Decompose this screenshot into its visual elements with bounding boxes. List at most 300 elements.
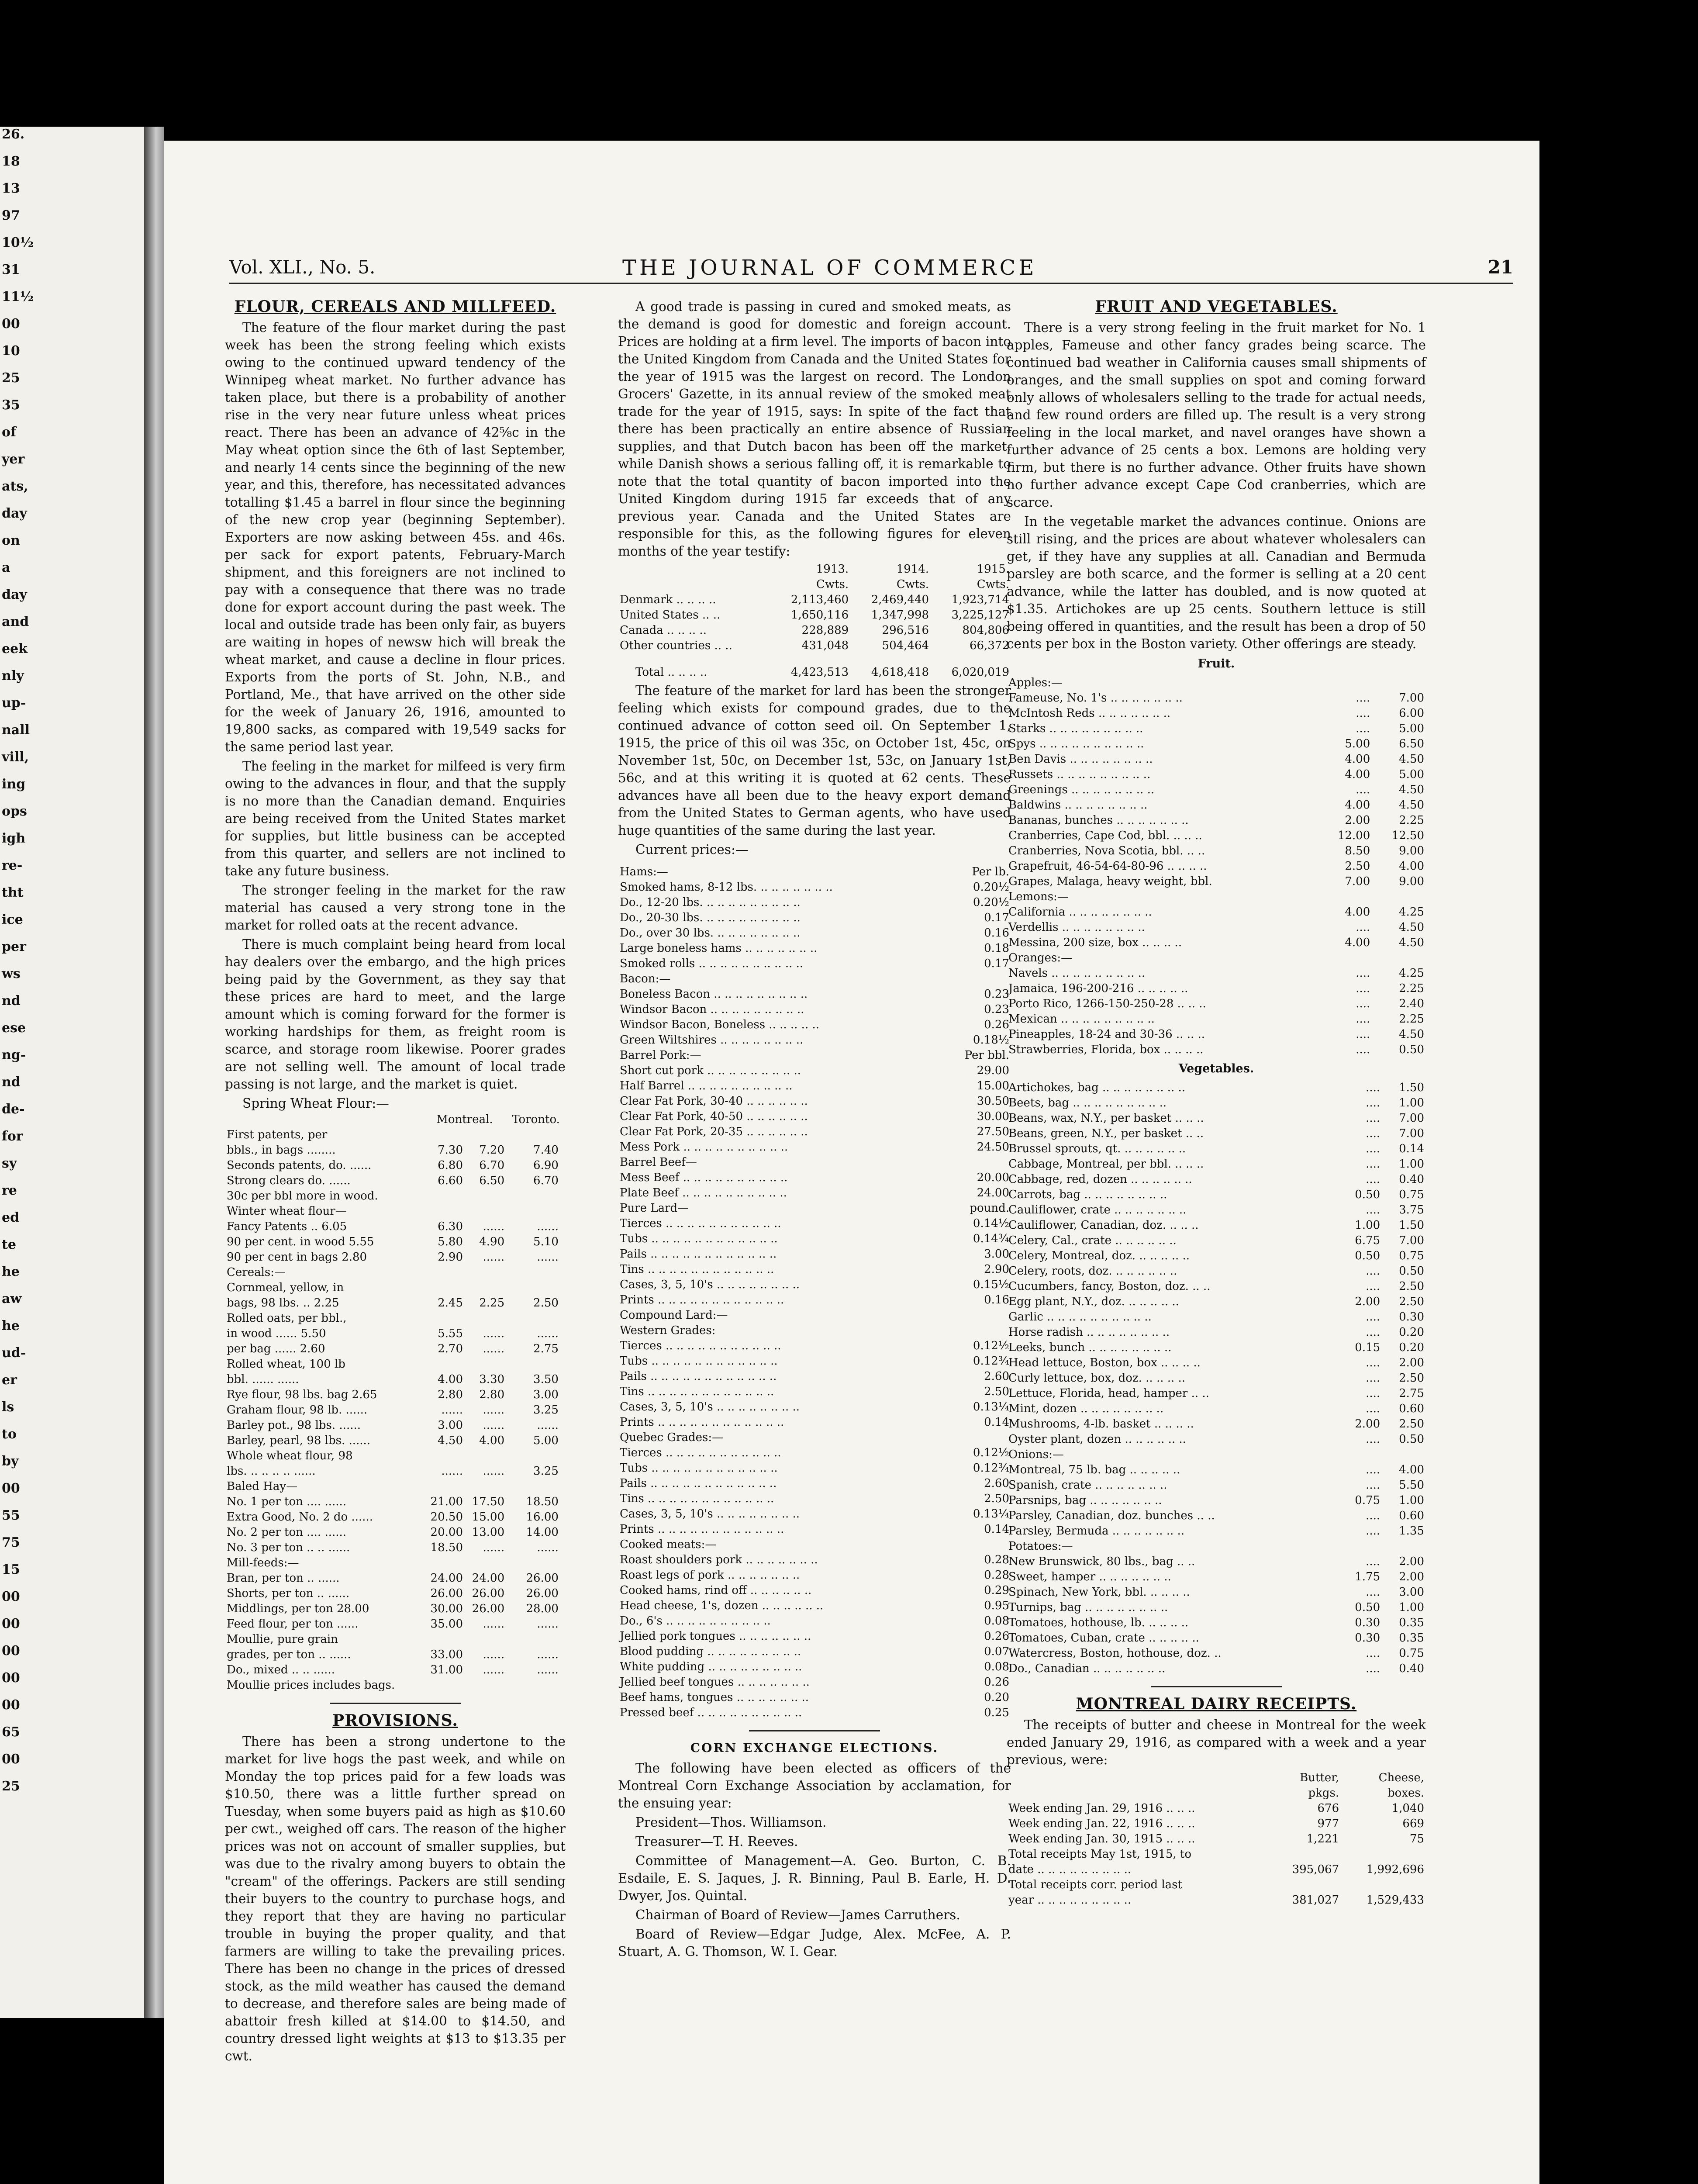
vegetable-price-row-cell: .... bbox=[1366, 1096, 1380, 1109]
vegetable-price-row bbox=[1007, 1279, 1426, 1294]
flour-row-cell bbox=[423, 1632, 465, 1647]
flour-row-cell bbox=[560, 1204, 566, 1219]
flour-row-cell: ...... bbox=[537, 1251, 559, 1264]
flour-row-cell bbox=[506, 1632, 560, 1647]
provision-price-row bbox=[618, 1017, 1011, 1033]
flour-row-cell bbox=[506, 1678, 560, 1693]
provision-price-row-cell: 0.17 bbox=[984, 957, 1009, 970]
flour-row-cell bbox=[423, 1311, 465, 1326]
flour-row-cell bbox=[560, 1143, 566, 1158]
dairy-row-cell: Total receipts May 1st, 1915, to bbox=[1008, 1848, 1192, 1861]
bacon-unit: Cwts. bbox=[896, 578, 929, 591]
column-flour bbox=[225, 298, 566, 2067]
provision-price-row-cell bbox=[939, 1155, 1011, 1170]
flour-row-cell: ...... bbox=[537, 1541, 559, 1554]
provision-price-row-cell: 3.00 bbox=[984, 1248, 1009, 1261]
vegetable-price-row bbox=[1007, 1095, 1426, 1111]
flour-row-cell bbox=[560, 1510, 566, 1525]
flour-row-cell: 26.00 bbox=[526, 1587, 559, 1600]
left-page-line: 00 bbox=[2, 1670, 20, 1686]
provision-price-row-cell: 0.28 bbox=[984, 1553, 1009, 1566]
flour-row-cell bbox=[560, 1479, 566, 1494]
fruit-price-row bbox=[1007, 675, 1426, 691]
flour-row-cell: Bran, per ton .. ...... bbox=[227, 1572, 340, 1585]
flour-row-cell: 4.00 bbox=[438, 1373, 463, 1386]
vegetable-price-row bbox=[1007, 1111, 1426, 1126]
dairy-row-cell: 669 bbox=[1402, 1817, 1424, 1830]
left-page-line: tht bbox=[2, 885, 24, 900]
fruit-price-row bbox=[1007, 721, 1426, 736]
provision-price-row-cell: Mess Pork .. .. .. .. .. .. .. .. .. .. bbox=[620, 1140, 788, 1154]
provision-price-row-cell: Hams:— bbox=[620, 865, 668, 878]
flour-row-cell: 6.80 bbox=[438, 1159, 463, 1172]
left-page-line: 97 bbox=[2, 208, 20, 223]
flour-row-cell bbox=[560, 1571, 566, 1586]
dairy-row-cell: date .. .. .. .. .. .. .. .. .. bbox=[1008, 1863, 1132, 1876]
fruit-price-row-cell: 2.25 bbox=[1399, 814, 1424, 827]
fruit-price-row-cell: 4.50 bbox=[1399, 798, 1424, 812]
provision-price-row bbox=[618, 1445, 1011, 1461]
left-page-line: he bbox=[2, 1318, 20, 1334]
dairy-row-cell: year .. .. .. .. .. .. .. .. .. bbox=[1008, 1894, 1132, 1907]
vegetable-price-row-cell: 0.30 bbox=[1399, 1310, 1424, 1324]
bacon-row-cell: United States .. .. bbox=[620, 608, 721, 622]
provision-price-row-cell: 0.17 bbox=[984, 911, 1009, 924]
vegetable-price-row-cell: 2.00 bbox=[1355, 1295, 1380, 1308]
flour-row bbox=[225, 1387, 566, 1403]
flour-row bbox=[225, 1479, 566, 1494]
left-page-line: 00 bbox=[2, 1481, 20, 1496]
flour-row-cell bbox=[465, 1357, 506, 1372]
left-page-line: 00 bbox=[2, 1616, 20, 1631]
fruit-heading: FRUIT AND VEGETABLES. bbox=[1095, 297, 1338, 316]
flour-row bbox=[225, 1632, 566, 1647]
flour-row-cell bbox=[560, 1540, 566, 1555]
fruit-price-row-cell: California .. .. .. .. .. .. .. .. bbox=[1008, 905, 1152, 919]
bacon-total-row: Total .. .. .. .. 4,423,513 4,618,418 6,020,019 bbox=[635, 666, 1009, 679]
flour-row-cell: 6.70 bbox=[479, 1159, 505, 1172]
flour-row-cell: ...... bbox=[483, 1617, 505, 1631]
left-page-line: 00 bbox=[2, 1643, 20, 1659]
vegetable-price-row-cell: Cucumbers, fancy, Boston, doz. .. .. bbox=[1008, 1280, 1211, 1293]
vegetable-price-row-cell: Leeks, bunch .. .. .. .. .. .. .. .. bbox=[1008, 1341, 1172, 1354]
provision-price-row-cell: Clear Fat Pork, 30-40 .. .. .. .. .. .. bbox=[620, 1095, 808, 1108]
vegetable-price-row-cell bbox=[1382, 1539, 1426, 1554]
provision-price-row-cell: Tins .. .. .. .. .. .. .. .. .. .. .. .. bbox=[620, 1385, 774, 1398]
vegetable-price-row-cell: Onions:— bbox=[1008, 1448, 1064, 1461]
fruit-price-row-cell: 4.25 bbox=[1399, 905, 1424, 919]
provision-price-row-cell: 29.00 bbox=[977, 1064, 1009, 1077]
fruit-price-row-cell: 2.00 bbox=[1345, 814, 1370, 827]
fruit-price-row bbox=[1007, 981, 1426, 996]
flour-row-cell bbox=[423, 1555, 465, 1571]
fruit-price-row-cell: Lemons:— bbox=[1008, 890, 1069, 903]
flour-row-cell bbox=[506, 1555, 560, 1571]
vegetable-price-row-cell: Lettuce, Florida, head, hamper .. .. bbox=[1008, 1387, 1209, 1400]
left-page-line: 00 bbox=[2, 1697, 20, 1713]
vegetable-price-row-cell: Brussel sprouts, qt. .. .. .. .. .. .. bbox=[1008, 1142, 1186, 1155]
provision-price-row bbox=[618, 1078, 1011, 1094]
bacon-unit: Cwts. bbox=[816, 578, 849, 591]
fruit-price-row-cell: .... bbox=[1356, 1043, 1370, 1056]
vegetable-price-row-cell: 1.75 bbox=[1355, 1570, 1380, 1583]
left-page-line: 11½ bbox=[2, 289, 34, 304]
flour-row-cell bbox=[560, 1632, 566, 1647]
flour-row-cell: ...... bbox=[483, 1251, 505, 1264]
fruit-price-row bbox=[1007, 920, 1426, 935]
dairy-row-cell: 75 bbox=[1409, 1832, 1424, 1845]
provision-price-row-cell: Half Barrel .. .. .. .. .. .. .. .. .. .. bbox=[620, 1079, 793, 1092]
left-page-line: and bbox=[2, 614, 29, 629]
flour-row-cell: Rye flour, 98 lbs. bag 2.65 bbox=[227, 1388, 377, 1401]
provision-price-row-cell: 0.26 bbox=[984, 1018, 1009, 1031]
dairy-row-cell: Week ending Jan. 30, 1915 .. .. .. bbox=[1008, 1832, 1195, 1845]
provision-price-row-cell: 0.26 bbox=[984, 1630, 1009, 1643]
flour-row-cell bbox=[506, 1357, 560, 1372]
flour-row-cell: 33.00 bbox=[430, 1648, 463, 1661]
provision-price-row-cell: Tubs .. .. .. .. .. .. .. .. .. .. .. .. bbox=[620, 1355, 778, 1368]
fruit-price-row-cell: 4.00 bbox=[1345, 798, 1370, 812]
provision-price-row-cell: 0.18 bbox=[984, 942, 1009, 955]
left-page-line: ing bbox=[2, 777, 26, 792]
flour-row-cell bbox=[560, 1387, 566, 1403]
fruit-price-row-cell: Oranges:— bbox=[1008, 951, 1073, 964]
provision-price-row bbox=[618, 1430, 1011, 1445]
flour-row-cell: ...... bbox=[537, 1663, 559, 1676]
vegetable-price-row-cell: 0.50 bbox=[1399, 1433, 1424, 1446]
flour-heading: FLOUR, CEREALS AND MILLFEED. bbox=[234, 297, 556, 316]
fruit-price-row-cell: .... bbox=[1356, 921, 1370, 934]
dairy-row bbox=[1007, 1862, 1426, 1877]
vegetable-price-row-cell bbox=[1338, 1447, 1382, 1462]
vegetable-price-row-cell: Head lettuce, Boston, box .. .. .. .. bbox=[1008, 1356, 1201, 1369]
vegetable-price-row bbox=[1007, 1325, 1426, 1340]
vegetable-price-row-cell: .... bbox=[1366, 1479, 1380, 1492]
vegetable-price-row-cell: Horse radish .. .. .. .. .. .. .. .. bbox=[1008, 1326, 1170, 1339]
fruit-price-row-cell: Baldwins .. .. .. .. .. .. .. .. bbox=[1008, 798, 1148, 812]
flour-row bbox=[225, 1158, 566, 1173]
flour-row-cell bbox=[560, 1647, 566, 1662]
left-page-line: nall bbox=[2, 722, 30, 738]
vegetable-price-row bbox=[1007, 1187, 1426, 1203]
flour-row-cell: ...... bbox=[483, 1648, 505, 1661]
flour-row-cell bbox=[560, 1433, 566, 1448]
flour-row-cell: Winter wheat flour— bbox=[227, 1205, 347, 1218]
left-page-fragment bbox=[0, 127, 147, 2018]
vegetable-price-row-cell: .... bbox=[1366, 1555, 1380, 1568]
flour-row bbox=[225, 1448, 566, 1464]
fruit-price-row-cell: 7.00 bbox=[1399, 691, 1424, 705]
vegetable-price-row bbox=[1007, 1615, 1426, 1631]
flour-row bbox=[225, 1219, 566, 1234]
fruit-price-row-cell: Russets .. .. .. .. .. .. .. .. .. bbox=[1008, 768, 1151, 781]
flour-row-cell bbox=[465, 1678, 506, 1693]
left-page-line: ls bbox=[2, 1400, 14, 1415]
flour-row bbox=[225, 1540, 566, 1555]
flour-row bbox=[225, 1510, 566, 1525]
vegetable-price-row-cell: 0.30 bbox=[1355, 1631, 1380, 1645]
provision-price-row bbox=[618, 1292, 1011, 1308]
bacon-row-cell: 3,225,127 bbox=[951, 608, 1009, 622]
dairy-row-cell: 381,027 bbox=[1292, 1894, 1339, 1907]
vegetable-price-row-cell: 7.00 bbox=[1399, 1234, 1424, 1247]
flour-row-cell bbox=[465, 1280, 506, 1296]
fruit-price-row-cell: McIntosh Reds .. .. .. .. .. .. .. bbox=[1008, 707, 1171, 720]
vegetable-price-row-cell: Parsley, Bermuda .. .. .. .. .. .. .. bbox=[1008, 1524, 1185, 1538]
dairy-row-cell: 1,992,696 bbox=[1366, 1863, 1424, 1876]
dairy-row bbox=[1007, 1877, 1426, 1893]
provision-price-row-cell: 0.20 bbox=[984, 1691, 1009, 1704]
flour-row bbox=[225, 1204, 566, 1219]
bacon-article bbox=[618, 298, 1011, 560]
vegetable-price-row-cell: .... bbox=[1366, 1524, 1380, 1538]
flour-row-cell: No. 3 per ton .. .. ...... bbox=[227, 1541, 350, 1554]
provision-price-row-cell: 0.13¼ bbox=[973, 1507, 1009, 1521]
fruit-price-row-cell: Cranberries, Cape Cod, bbl. .. .. .. bbox=[1008, 829, 1202, 842]
vegetable-price-row bbox=[1007, 1141, 1426, 1157]
vegetable-price-row-cell: 2.00 bbox=[1399, 1555, 1424, 1568]
fruit-price-row-cell bbox=[1372, 950, 1426, 966]
vegetable-price-row-cell: Celery, roots, doz. .. .. .. .. .. .. bbox=[1008, 1265, 1177, 1278]
flour-row-cell bbox=[560, 1127, 566, 1143]
flour-row-cell bbox=[423, 1280, 465, 1296]
provision-price-row-cell: 2.50 bbox=[984, 1492, 1009, 1505]
vegetable-price-row-cell: 1.00 bbox=[1399, 1096, 1424, 1109]
provision-price-row-cell: Windsor Bacon .. .. .. .. .. .. .. .. .. bbox=[620, 1003, 804, 1016]
flour-row-cell: 28.00 bbox=[526, 1602, 559, 1615]
left-page-line: 26. bbox=[2, 127, 25, 142]
bacon-row-cell: 1,650,116 bbox=[790, 608, 849, 622]
vegetable-price-row-cell: 0.50 bbox=[1355, 1249, 1380, 1262]
flour-row-cell bbox=[560, 1494, 566, 1510]
dairy-row-cell bbox=[1341, 1847, 1426, 1862]
flour-row-cell: Graham flour, 98 lb. ...... bbox=[227, 1403, 368, 1417]
provision-price-row-cell: Pure Lard— bbox=[620, 1202, 689, 1215]
vegetable-price-row bbox=[1007, 1264, 1426, 1279]
fruit-price-row-cell bbox=[1318, 950, 1372, 966]
flour-row-cell bbox=[506, 1127, 560, 1143]
provision-price-row-cell: Tubs .. .. .. .. .. .. .. .. .. .. .. .. bbox=[620, 1232, 778, 1245]
fruit-price-row-cell: Apples:— bbox=[1008, 676, 1063, 689]
left-page-line: yer bbox=[2, 452, 25, 467]
fruit-price-row-cell: Pineapples, 18-24 and 30-36 .. .. .. bbox=[1008, 1028, 1205, 1041]
flour-row-cell: ...... bbox=[537, 1419, 559, 1432]
flour-row bbox=[225, 1372, 566, 1387]
vegetable-price-row bbox=[1007, 1340, 1426, 1355]
flour-row-cell bbox=[560, 1173, 566, 1189]
fruit-price-row-cell: Porto Rico, 1266-150-250-28 .. .. .. bbox=[1008, 997, 1206, 1010]
vegetable-price-row bbox=[1007, 1172, 1426, 1187]
provision-price-row bbox=[618, 1476, 1011, 1491]
page-header bbox=[229, 256, 1513, 284]
flour-row-cell: ...... bbox=[483, 1342, 505, 1355]
fruit-price-row-cell: .... bbox=[1356, 783, 1370, 796]
flour-row bbox=[225, 1433, 566, 1448]
corn-exchange-line: Treasurer—T. H. Reeves. bbox=[635, 1834, 798, 1849]
vegetable-price-row-cell: 0.75 bbox=[1399, 1249, 1424, 1262]
left-page-line: nd bbox=[2, 993, 21, 1009]
vegetable-price-row-cell: Cauliflower, crate .. .. .. .. .. .. .. bbox=[1008, 1203, 1187, 1216]
vegetable-price-row-cell: Beans, wax, N.Y., per basket .. .. .. bbox=[1008, 1112, 1204, 1125]
vegetable-price-row-cell: Garlic .. .. .. .. .. .. .. .. .. .. bbox=[1008, 1310, 1152, 1324]
flour-row bbox=[225, 1464, 566, 1479]
left-page-line: up- bbox=[2, 695, 26, 711]
flour-row-cell: ...... bbox=[483, 1541, 505, 1554]
flour-row-cell: bbl. ...... ...... bbox=[227, 1373, 299, 1386]
fruit-price-row bbox=[1007, 905, 1426, 920]
lard-article bbox=[618, 682, 1011, 839]
vegetable-price-row-cell: 6.75 bbox=[1355, 1234, 1380, 1247]
flour-row-cell: 2.25 bbox=[479, 1296, 505, 1310]
provision-price-row bbox=[618, 864, 1011, 880]
vegetable-price-row-cell: Sweet, hamper .. .. .. .. .. .. .. bbox=[1008, 1570, 1171, 1583]
vegetable-price-row-cell: Parsley, Canadian, doz. bunches .. .. bbox=[1008, 1509, 1215, 1522]
bacon-unit: Cwts. bbox=[977, 578, 1009, 591]
vegetable-price-row-cell: Potatoes:— bbox=[1008, 1540, 1073, 1553]
fruit-article bbox=[1007, 319, 1426, 653]
flour-row-cell: 2.90 bbox=[438, 1251, 463, 1264]
provision-price-row-cell: Cases, 3, 5, 10's .. .. .. .. .. .. .. .. bbox=[620, 1507, 800, 1521]
flour-row bbox=[225, 1250, 566, 1265]
vegetable-price-row-cell: .... bbox=[1366, 1662, 1380, 1675]
corn-exchange-heading: CORN EXCHANGE ELECTIONS. bbox=[690, 1741, 939, 1755]
fruit-price-row-cell: 4.00 bbox=[1345, 768, 1370, 781]
left-page-line: de- bbox=[2, 1102, 25, 1117]
flour-row-cell: 6.90 bbox=[533, 1159, 559, 1172]
vegetable-price-row-cell: 2.50 bbox=[1399, 1280, 1424, 1293]
provision-price-row bbox=[618, 1384, 1011, 1400]
fruit-price-row-cell: Strawberries, Florida, box .. .. .. .. bbox=[1008, 1043, 1204, 1056]
provision-price-row-cell: Per bbl. bbox=[964, 1049, 1009, 1062]
provision-price-row-cell: 0.15½ bbox=[973, 1278, 1009, 1291]
provision-price-row bbox=[618, 1659, 1011, 1675]
provision-price-row-cell: Tierces .. .. .. .. .. .. .. .. .. .. .. bbox=[620, 1217, 781, 1230]
flour-row-cell: 7.20 bbox=[479, 1144, 505, 1157]
flour-row-cell: 30c per bbl more in wood. bbox=[227, 1189, 378, 1203]
fruit-price-row-cell: 4.00 bbox=[1345, 936, 1370, 949]
fruit-price-row-cell: Starks .. .. .. .. .. .. .. .. .. bbox=[1008, 722, 1143, 735]
provision-price-row-cell: Jellied beef tongues .. .. .. .. .. .. .. bbox=[620, 1676, 810, 1689]
flour-row-cell: Mill-feeds:— bbox=[227, 1556, 299, 1569]
fruit-price-row bbox=[1007, 828, 1426, 843]
provision-price-row bbox=[618, 1201, 1011, 1216]
bacon-col-1913: 1913. bbox=[816, 563, 849, 576]
vegetable-price-row-cell: 0.35 bbox=[1399, 1631, 1424, 1645]
flour-row-cell bbox=[465, 1311, 506, 1326]
left-page-line: 18 bbox=[2, 154, 20, 169]
provision-price-row-cell: Quebec Grades:— bbox=[620, 1431, 724, 1444]
flour-row-cell: 2.75 bbox=[533, 1342, 559, 1355]
flour-row-cell: 6.50 bbox=[479, 1174, 505, 1187]
vegetable-price-row-cell: 1.00 bbox=[1355, 1219, 1380, 1232]
provision-price-row-cell: Cases, 3, 5, 10's .. .. .. .. .. .. .. .. bbox=[620, 1278, 800, 1291]
flour-row bbox=[225, 1601, 566, 1617]
dairy-heading: MONTREAL DAIRY RECEIPTS. bbox=[1076, 1695, 1357, 1713]
provision-price-row-cell: 0.12¾ bbox=[973, 1462, 1009, 1475]
provision-price-row bbox=[618, 910, 1011, 926]
fruit-price-row-cell: 0.50 bbox=[1399, 1043, 1424, 1056]
flour-row-cell bbox=[560, 1250, 566, 1265]
vegetable-price-table bbox=[1007, 1080, 1426, 1676]
provision-price-row bbox=[618, 1415, 1011, 1430]
flour-row-cell: Cornmeal, yellow, in bbox=[227, 1281, 344, 1294]
fruit-price-row-cell: 6.50 bbox=[1399, 737, 1424, 750]
flour-row-cell bbox=[560, 1586, 566, 1601]
dairy-unit: boxes. bbox=[1387, 1787, 1424, 1800]
flour-row-cell: 4.00 bbox=[479, 1434, 505, 1447]
dairy-row-cell: 977 bbox=[1317, 1817, 1339, 1830]
vegetable-price-row bbox=[1007, 1417, 1426, 1432]
flour-row bbox=[225, 1296, 566, 1311]
left-page-line: for bbox=[2, 1129, 23, 1144]
flour-row-cell bbox=[560, 1464, 566, 1479]
fruit-price-row-cell: Greenings .. .. .. .. .. .. .. .. bbox=[1008, 783, 1155, 796]
flour-row-cell bbox=[560, 1158, 566, 1173]
flour-row-cell bbox=[560, 1525, 566, 1540]
fruit-price-row-cell: 2.25 bbox=[1399, 982, 1424, 995]
flour-row bbox=[225, 1143, 566, 1158]
bacon-row-cell: Other countries .. .. bbox=[620, 639, 732, 652]
flour-row-cell: 15.00 bbox=[472, 1510, 505, 1524]
fruit-subheading: Fruit. bbox=[1198, 657, 1235, 670]
flour-row-cell: 5.55 bbox=[438, 1327, 463, 1340]
vegetable-price-row bbox=[1007, 1386, 1426, 1401]
flour-row-cell: ...... bbox=[441, 1465, 463, 1478]
fruit-price-row-cell: .... bbox=[1356, 1028, 1370, 1041]
flour-table-caption: Spring Wheat Flour:— bbox=[242, 1096, 389, 1111]
left-page-line: he bbox=[2, 1264, 20, 1279]
flour-row-cell: in wood ...... 5.50 bbox=[227, 1327, 326, 1340]
vegetable-price-row-cell: 1.00 bbox=[1399, 1158, 1424, 1171]
fruit-price-row-cell: Bananas, bunches .. .. .. .. .. .. .. bbox=[1008, 814, 1189, 827]
flour-row bbox=[225, 1647, 566, 1662]
section-divider bbox=[1151, 1686, 1282, 1687]
flour-row-cell: 13.00 bbox=[472, 1526, 505, 1539]
fruit-price-row-cell bbox=[1318, 675, 1372, 691]
flour-row-cell bbox=[560, 1326, 566, 1341]
flour-row-cell: ...... bbox=[537, 1327, 559, 1340]
flour-row-cell: 2.50 bbox=[533, 1296, 559, 1310]
left-page-line: ice bbox=[2, 912, 23, 927]
vegetable-price-row bbox=[1007, 1218, 1426, 1233]
flour-row-cell: 2.45 bbox=[438, 1296, 463, 1310]
vegetable-price-row bbox=[1007, 1631, 1426, 1646]
provision-price-row-cell: White pudding .. .. .. .. .. .. .. .. .. bbox=[620, 1660, 802, 1673]
fruit-price-row-cell: 7.00 bbox=[1345, 875, 1370, 888]
fruit-price-row-cell: 4.50 bbox=[1399, 921, 1424, 934]
vegetable-price-row bbox=[1007, 1646, 1426, 1661]
flour-paragraph: The feature of the flour market during the past week has been the strong feeling which exists owing to the continued upward tendency of the Winnipeg wheat market. No further advance has taken place, but there is a probability of another rise in the very near future unless wheat prices react. There has been an advance of 42⅝c in the May wheat option since the 6th of last September, and nearly 14 cents since the beginning of the new year, and this, therefore, has necessitated advances totalling $1.45 a barrel in flour since the beginning of the new crop year (beginning September). Exporters are now asking between 45s. and 46s. per sack for export patents, February-March shipment, and this foreigners are not inclined to pay with a consequence that there was no trade done for export account during the past week. The local and outside trade has been only fair, as buyers are waiting in hopes of newsw hich will break the wheat market, and cause a decline in flour prices. Exports from the ports of St. John, N.B., and Portland, Me., that have arrived on the other side for the week of January 26, 1916, amounted to 19,800 sacks, as compared with 19,549 sacks for the same period last year. bbox=[225, 320, 566, 754]
left-page-line: ed bbox=[2, 1210, 20, 1225]
bacon-row-cell: Canada .. .. .. .. bbox=[620, 624, 707, 637]
flour-row-cell: Whole wheat flour, 98 bbox=[227, 1449, 353, 1462]
vegetable-price-row-cell: .... bbox=[1366, 1081, 1380, 1094]
flour-row bbox=[225, 1662, 566, 1678]
vegetable-price-row bbox=[1007, 1539, 1426, 1554]
vegetable-price-row-cell: .... bbox=[1366, 1142, 1380, 1155]
fruit-price-row-cell: Ben Davis .. .. .. .. .. .. .. .. bbox=[1008, 753, 1153, 766]
flour-row-cell: Fancy Patents .. 6.05 bbox=[227, 1220, 347, 1233]
vegetable-price-row-cell: .... bbox=[1366, 1433, 1380, 1446]
flour-row-cell: Baled Hay— bbox=[227, 1480, 298, 1493]
bacon-row-cell: 431,048 bbox=[801, 639, 849, 652]
provision-price-row-cell bbox=[939, 1537, 1011, 1552]
vegetable-price-row-cell: 0.75 bbox=[1399, 1647, 1424, 1660]
flour-row-cell: ...... bbox=[483, 1327, 505, 1340]
corn-exchange-line: Board of Review—Edgar Judge, Alex. McFee, A. P. Stuart, A. G. Thomson, W. I. Gear. bbox=[618, 1927, 1011, 1959]
vegetable-price-row-cell: 1.50 bbox=[1399, 1219, 1424, 1232]
vegetable-price-row bbox=[1007, 1126, 1426, 1141]
